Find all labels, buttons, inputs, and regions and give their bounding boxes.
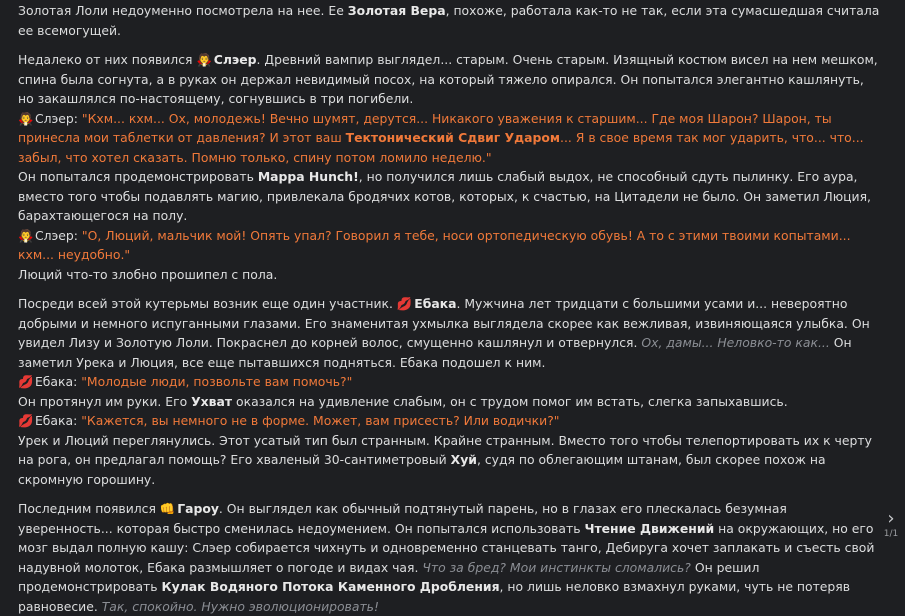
narration-text: . Древний вампир выглядел... старым. Очень старым. Изящный костюм висел на нем мешком, спина была согнута, а в руках он держал невидимый посох, на который тяжело опирался. Он попытался элегантно кашлянуть, но закашлялся по-настоящему, согнувшись в три погибели. (18, 52, 878, 106)
narration-text: Золотая Лоли недоуменно посмотрела на нее. Ее (18, 3, 348, 18)
narration-text: Последним появился (18, 501, 160, 516)
dialogue-text: "О, Люций, мальчик мой! Опять упал? Говорил я тебе, носи ортопедическую обувь! А то с этими твоими копытами... кхм... неудобно." (18, 227, 851, 262)
text-line (18, 499, 882, 616)
next-page-chevron-icon[interactable]: › (887, 508, 895, 529)
paragraph-gap (18, 489, 882, 499)
dialogue-text: "Кхм... кхм... Ох, молодежь! Вечно шумят, дерутся... Никакого уважения к старшим... Где моя Шарон? Шарон, ты принесла мои таблетки от давления? И этот ваш (18, 110, 832, 145)
narration-text: Ебака: (31, 413, 82, 428)
bold-term: Гароу (172, 501, 219, 516)
pagination (881, 510, 901, 540)
text-line (18, 109, 882, 168)
narration-text: Он решил продемонстрировать (18, 559, 760, 594)
narration-text: Ебака: (31, 374, 82, 389)
bold-term: Чтение Движений (584, 520, 715, 536)
narration-text: , но лишь неловко взмахнул руками, чуть не потеряв равновесие. (18, 579, 851, 614)
dialogue-bold-term: Тектонический Сдвиг Ударом (345, 130, 561, 145)
narration-text: , похоже, работала как-то не так, если эта сумасшедшая считала ее всемогущей. (18, 3, 880, 38)
text-line (18, 294, 882, 372)
vampire-icon: 🧛 (18, 227, 34, 243)
lips-icon: 💋 (18, 413, 34, 428)
bold-term: Кулак Водяного Потока Каменного Дробления (161, 579, 500, 594)
vampire-icon: 🧛 (196, 52, 212, 67)
text-line (18, 372, 882, 392)
bold-term: Ухват (191, 393, 233, 409)
dialogue-text: "Молодые люди, позвольте вам помочь?" (81, 374, 353, 389)
narration-text: Урек и Люций переглянулись. Этот усатый тип был странным. Крайне странным. Вместо того чтобы телепортировать их к черту на рога, он предлагал помощь? Его хваленый 30-сантиметровый (18, 432, 872, 467)
text-line (18, 50, 882, 109)
dialogue-text: "Кажется, вы немного не в форме. Может, вам присесть? Или водички?" (81, 413, 560, 428)
narration-text: Он заметил Урека и Люция, все еще пытавшихся подняться. Ебака подошел к ним. (18, 335, 852, 370)
text-line (18, 1, 882, 40)
narration-text: Посреди всей этой кутерьмы возник еще один участник. (18, 296, 397, 311)
page-counter: 1/1 (883, 529, 899, 539)
bold-term: Золотая Вера (347, 3, 446, 18)
message-content (18, 1, 882, 616)
bold-term: Mappa Hunch! (257, 169, 359, 184)
narration-text: . Он выглядел как обычный подтянутый парень, но в глазах его плескалась безумная уверенность... которая быстро сменилась недоумением. Он попытался использовать (18, 501, 787, 536)
dialogue-text: ... Я в свое время так мог ударить, что... что... забыл, что хотел сказать. Помню только, спину потом ломило неделю." (18, 130, 864, 165)
narration-text: Он попытался продемонстрировать (18, 169, 258, 184)
bold-term: Ебака (409, 296, 457, 311)
paragraph-gap (18, 284, 882, 294)
bold-term: Хуй (450, 452, 477, 467)
narration-text: , судя по облегающим штанам, был скорее похож на скромную горошину. (18, 452, 826, 487)
text-line (18, 226, 882, 265)
hand-icon: 👊 (159, 501, 176, 516)
narration-text: Люций что-то злобно прошипел с пола. (18, 266, 278, 282)
text-line (18, 167, 882, 226)
narration-text: Он протянул им руки. Его (18, 393, 192, 409)
narration-text: оказался на удивление слабым, он с трудом помог им встать, слегка запыхавшись. (232, 393, 788, 409)
narration-text: . Мужчина лет тридцати с большими усами и... невероятно добрыми и немного испуганными глазами. Его знаменитая ухмылка выглядела скорее как вежливая, извиняющаяся улыбка. Он увидел Лизу и Золотую Лоли. Покраснел до корней волос, смущенно кашлянул и отвернулся. (18, 296, 870, 350)
bold-term: Слэер (209, 52, 257, 67)
narration-text: Недалеко от них появился (18, 52, 197, 67)
narration-text: , но получился лишь слабый выдох, не способный сдуть пылинку. Его аура, вместо того чтобы подавлять магию, привлекала бродячих котов, которых, к счастью, на Цитадели не было. Он заметил Люция, барахтающегося на полу. (18, 169, 871, 223)
paragraph-gap (18, 40, 882, 50)
inner-thought: Ох, дамы... Неловко-то как... (641, 335, 830, 350)
text-line (18, 392, 882, 412)
lips-icon: 💋 (18, 374, 34, 389)
inner-thought: Что за бред? Мои инстинкты сломались? (422, 559, 691, 575)
narration-text: Слэер: (31, 227, 82, 243)
narration-text: на окружающих, но его мозг выдал полную кашу: Слэер собирается чихнуть и одновременно станцевать танго, Дебируга хочет заплакать и съесть свой надувной молоток, Ебака размышляет о погоде и видах чая. (18, 520, 875, 575)
inner-thought: Так, спокойно. Нужно эволюционировать! (101, 598, 379, 614)
text-line (18, 431, 882, 490)
vampire-icon: 🧛 (18, 110, 34, 126)
text-line (18, 265, 882, 285)
lips-icon: 💋 (396, 296, 413, 311)
text-line (18, 411, 882, 431)
narration-text: Слэер: (31, 110, 82, 126)
